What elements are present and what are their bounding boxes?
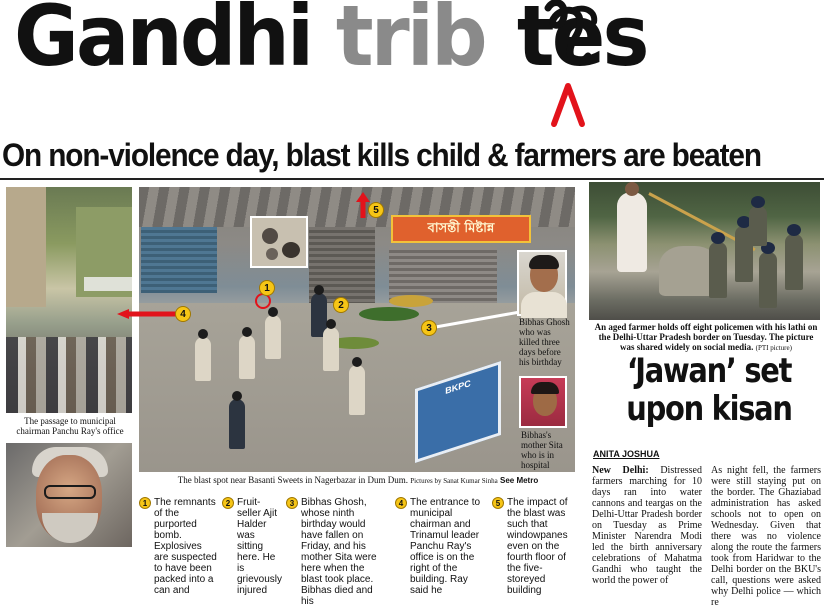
passage-photo (6, 187, 132, 413)
scribble-correction-icon (540, 0, 600, 70)
subheadline: On non-violence day, blast kills child & farmers are beaten (2, 137, 761, 173)
farmer-vs-police-photo (589, 182, 820, 320)
marker-4: 4 (175, 306, 191, 322)
chairman-portrait-photo (6, 443, 132, 547)
headline-letter-u (485, 0, 517, 78)
shop-signboard: বাসন্তী মিষ্টান্ন (391, 215, 531, 243)
farmer-photo-credit: (PTI picture) (755, 344, 792, 352)
see-metro-link[interactable]: See Metro (499, 476, 539, 485)
headline-word-trib: trib (335, 0, 485, 85)
story-headline: ‘Jawan’ set upon kisan (626, 351, 792, 429)
marker-3: 3 (421, 320, 437, 336)
blast-photo-credit: Pictures by Sanat Kumar Sinha (410, 477, 498, 485)
marker-2: 2 (333, 297, 349, 313)
pointer-line-icon (430, 310, 520, 330)
note-2: 2 Fruit-seller Ajit Halder was sitting here. He is grievously injured (222, 497, 282, 547)
farmer-caption-text: An aged farmer holds off eight policemen with his lathi on the Delhi-Uttar Pradesh border on Tuesday. The picture was shared widely on social media. (594, 322, 818, 352)
insertion-caret-icon (548, 80, 588, 128)
note-3: 3 Bibhas Ghosh, whose ninth birthday would have fallen on Friday, and his mother Sita were here when the blast took place. Bibhas died and his (286, 497, 388, 547)
story-column-1 (592, 465, 702, 586)
police-barricade: BKPC (415, 361, 501, 463)
headline-word-tes: tes (516, 0, 647, 85)
arrow-up-icon (356, 192, 370, 218)
passage-photo-caption: The passage to municipal chairman Panchu Ray's office (16, 416, 124, 436)
note-5: 5 The impact of the blast was such that windowpanes even on the fourth floor of the five-storeyed building (492, 497, 576, 547)
story-column-1-text: Distressed farmers marching for 10 days ran into water cannons and teargas on the Delhi-Uttar Pradesh border on Tuesday as Prime Minister Narendra Modi led the birth anniversary celebrations of Mahatma Gandhi who taught the world the power of (592, 465, 702, 586)
blast-photo-caption (141, 475, 575, 486)
byline: ANITA JOSHUA (593, 449, 660, 459)
dateline: New Delhi: (592, 465, 649, 476)
note-4: 4 The entrance to municipal chairman and Trinamul leader Panchu Ray's office is on the right of the building. Ray said he (395, 497, 487, 547)
divider (0, 178, 824, 180)
mother-caption: Bibhas's mother Sita who is in hospital (521, 430, 563, 470)
blast-caption-text: The blast spot near Basanti Sweets in Nagerbazar in Dum Dum. (177, 475, 408, 485)
farmer-photo-caption (591, 322, 821, 353)
marker-1: 1 (259, 280, 275, 296)
mother-inset-photo (519, 376, 567, 428)
note-1: 1 The remnants of the purported bomb. Explosives are suspected to have been packed into a can and (139, 497, 217, 547)
bomb-remnants-inset (250, 216, 308, 268)
bibhas-inset-photo (517, 250, 567, 316)
bibhas-caption: Bibhas Ghosh who was killed three days before his birthday (519, 317, 570, 367)
arrow-left-icon (117, 309, 177, 319)
story-column-2: As night fell, the farmers were still staying put on the border. The Ghaziabad administration has asked schools not to open on Wednesday. Given that there was no violence along the route the farmers took from Haridwar to the Delhi border on the BKU's call, questions were asked why Delhi police — which re (711, 465, 821, 608)
marker-5: 5 (368, 202, 384, 218)
masthead (0, 0, 824, 135)
headline-word-gandhi: Gandhi (14, 0, 312, 85)
